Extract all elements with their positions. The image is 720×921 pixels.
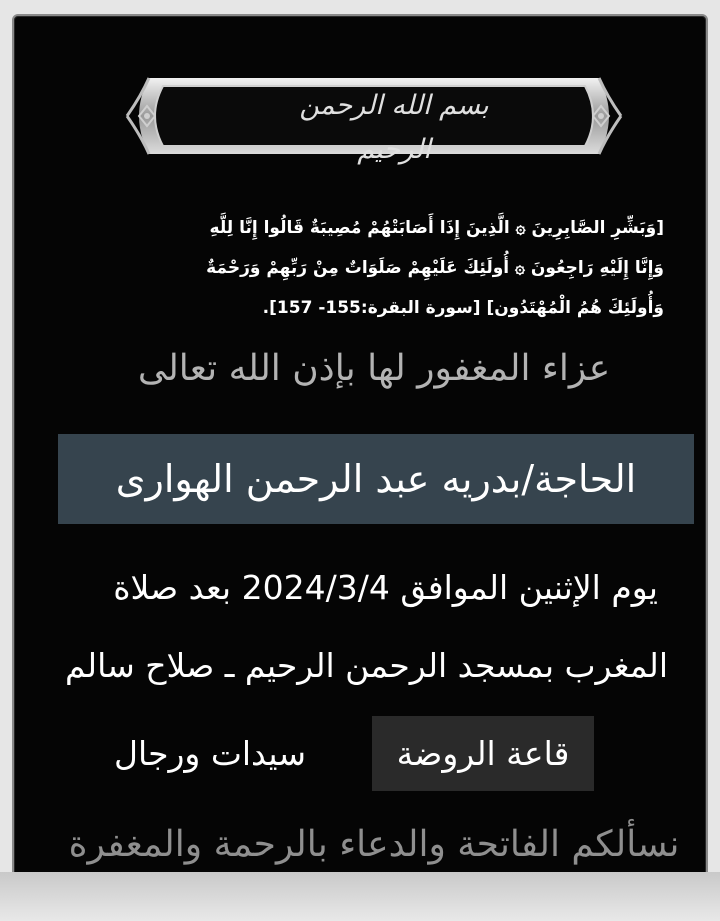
verse-line: وَأُولَئِكَ هُمُ الْمُهْتَدُون] [سورة البقرة:155- 157]. xyxy=(262,298,664,318)
verse-line: وَإِنَّا إِلَيْهِ رَاجِعُونَ ۞ أُولَئِكَ عَلَيْهِمْ صَلَوَاتٌ مِنْ رَبِّهِمْ وَرَحْمَةٌ xyxy=(206,258,664,278)
bottom-strip xyxy=(0,872,720,921)
audience-text: سيدات ورجال xyxy=(114,734,306,773)
bismillah-text: بسم الله الرحمن الرحيم xyxy=(299,90,489,165)
verse-line: [وَبَشِّرِ الصَّابِرِينَ ۞ الَّذِينَ إِذَا أَصَابَتْهُمْ مُصِيبَةٌ قَالُوا إِنَّا لِلَّهِ xyxy=(209,218,664,238)
deceased-name: الحاجة/بدريه عبد الرحمن الهوارى xyxy=(115,457,637,501)
deceased-name-box xyxy=(58,434,694,524)
quran-verse xyxy=(124,208,664,328)
ornamental-banner xyxy=(119,58,629,174)
location-line: المغرب بمسجد الرحمن الرحيم ـ صلاح سالم xyxy=(65,646,668,685)
condolence-card xyxy=(12,14,708,888)
condolence-heading: عزاء المغفور لها بإذن الله تعالى xyxy=(137,348,611,389)
date-line: يوم الإثنين الموافق 2024/3/4 بعد صلاة xyxy=(113,568,658,607)
hall-badge: قاعة الروضة xyxy=(372,716,594,791)
prayer-request: نسألكم الفاتحة والدعاء بالرحمة والمغفرة xyxy=(68,824,680,865)
